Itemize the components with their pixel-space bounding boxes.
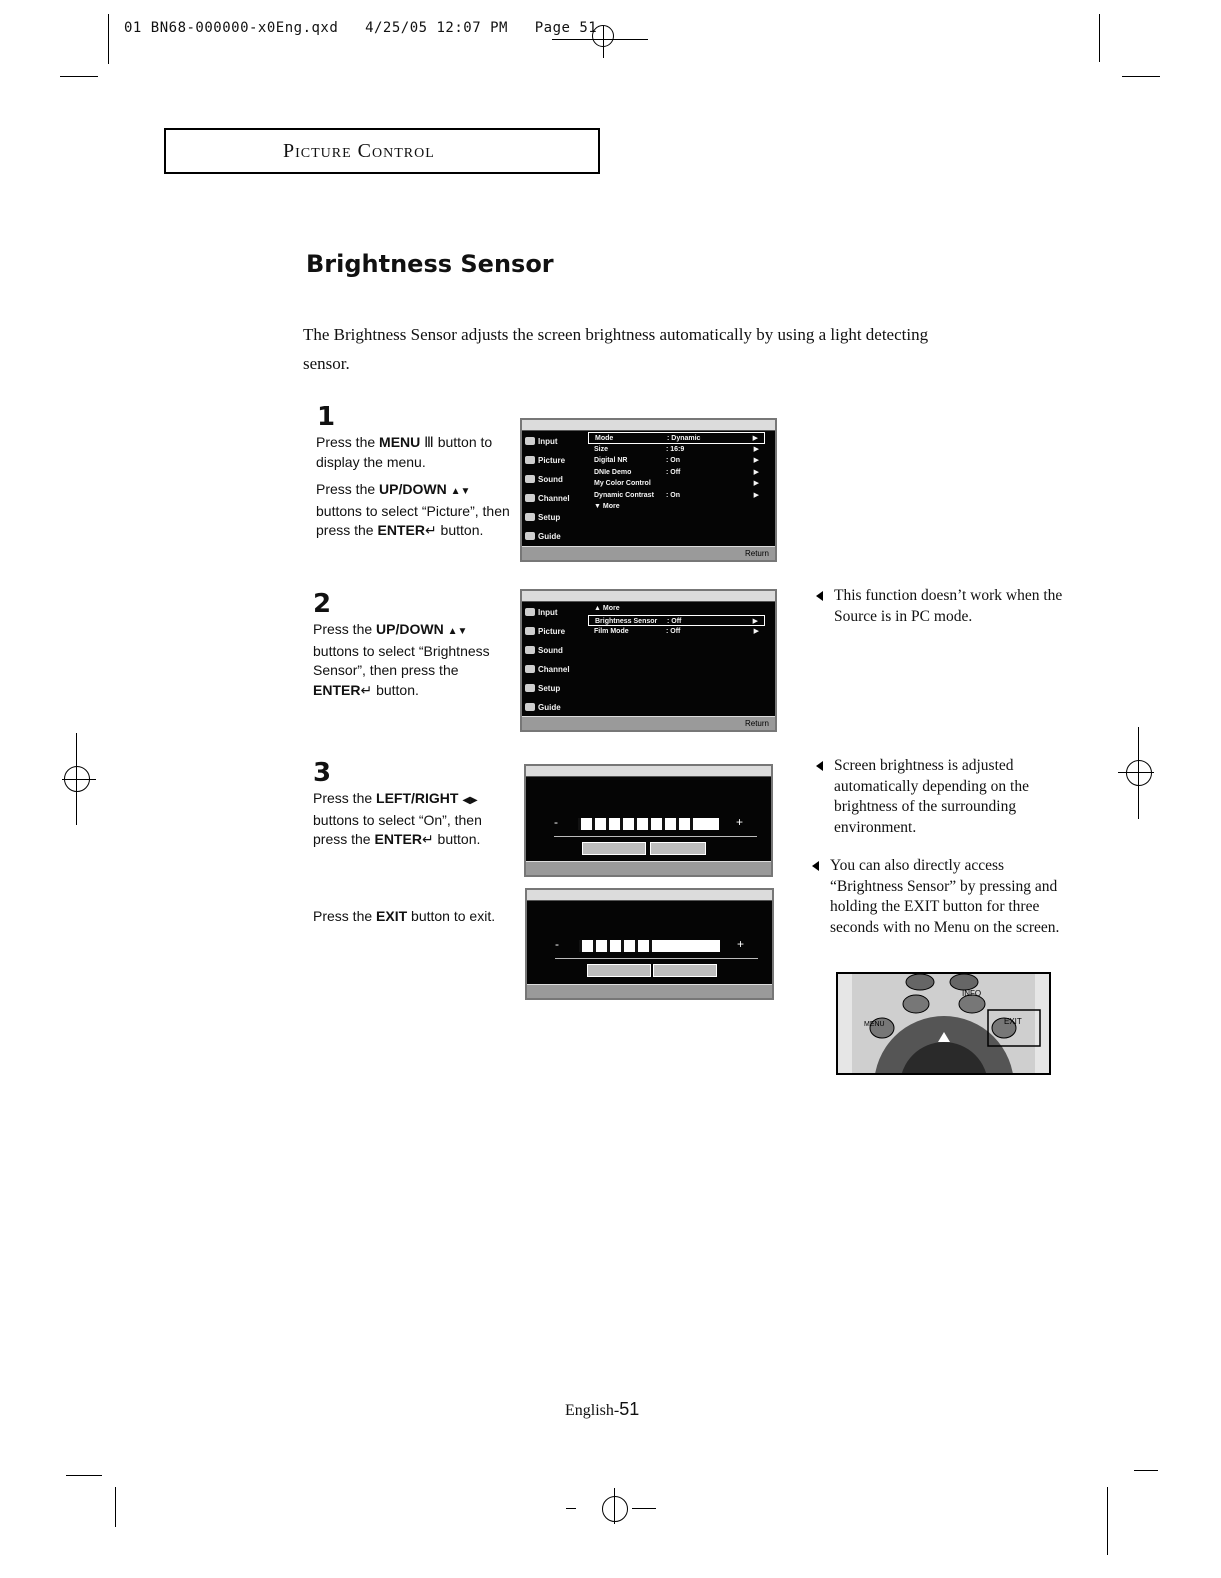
page-number: English-51 xyxy=(565,1399,640,1419)
osd-row: Size : 16:9 ▶ xyxy=(594,445,759,453)
exit-instruction: Press the EXIT button to exit. xyxy=(313,908,496,924)
osd-side-item: Sound xyxy=(522,470,582,489)
osd-row: Film Mode : Off ▶ xyxy=(594,628,759,635)
osd-side-item: Input xyxy=(522,603,582,622)
osd-help-bar: Return xyxy=(522,546,775,560)
bar-fill xyxy=(579,940,661,952)
plus-sign: + xyxy=(735,815,743,829)
osd-side-item: Guide xyxy=(522,698,582,717)
crop-mark xyxy=(115,1487,116,1527)
menu-button-icon: Ⅲ xyxy=(424,434,434,450)
osd-side-item: Input xyxy=(522,432,582,451)
note-direct-access: You can also directly access “Brightness Sensor” by pressing and holding the EXIT button for three seconds with no Menu on the screen. xyxy=(812,856,1076,938)
osd-brightness-bar-on xyxy=(524,764,773,877)
osd-title-bar xyxy=(522,420,775,431)
osd-picture-menu xyxy=(520,418,777,562)
step-number: 3 xyxy=(313,758,332,788)
osd-side-item: Picture xyxy=(522,622,582,641)
crop-mark xyxy=(566,1508,576,1509)
plus-sign: + xyxy=(736,937,744,951)
enter-icon: ↵ xyxy=(360,681,373,698)
crop-mark xyxy=(1107,1487,1108,1555)
osd-title-bar xyxy=(527,890,772,901)
registration-circle xyxy=(1126,760,1152,786)
osd-help-bar xyxy=(527,984,772,998)
osd-side-item: Channel xyxy=(522,489,582,508)
bar-track xyxy=(578,818,719,830)
bar-divider xyxy=(555,958,758,959)
crop-mark xyxy=(632,1508,656,1509)
crop-mark xyxy=(60,76,98,77)
osd-title-bar xyxy=(526,766,771,777)
print-slug: 01 BN68-000000-x0Eng.qxd 4/25/05 12:07 PM Page 51 xyxy=(124,20,598,36)
enter-icon: ↵ xyxy=(421,831,434,847)
osd-row: ▲ More xyxy=(594,605,620,612)
osd-side-item: Picture xyxy=(522,451,582,470)
bar-fill xyxy=(578,818,701,830)
osd-help-bar: Return xyxy=(522,716,775,730)
step-2-text: Press the UP/DOWN ▲▼ buttons to select “Brightness Sensor”, then press the ENTER↵ button. xyxy=(313,621,490,698)
registration-circle xyxy=(592,25,614,47)
osd-option-pill xyxy=(653,964,717,977)
intro-paragraph: The Brightness Sensor adjusts the screen brightness automatically by using a light detecting sensor. xyxy=(303,325,929,373)
registration-circle xyxy=(64,766,90,792)
osd-row: DNIe Demo : Off ▶ xyxy=(594,468,759,476)
remote-illustration-svg xyxy=(838,974,1049,1073)
osd-row: ▼ More xyxy=(594,503,620,510)
step-number: 1 xyxy=(317,402,336,432)
osd-row: Dynamic Contrast : On ▶ xyxy=(594,491,759,499)
osd-option-pill xyxy=(587,964,651,977)
up-down-arrow-icon: ▲▼ xyxy=(450,486,471,497)
osd-row: Brightness Sensor : Off ▶ xyxy=(588,615,765,627)
crop-mark xyxy=(108,14,109,64)
osd-help-bar xyxy=(526,861,771,875)
osd-side-menu xyxy=(522,603,582,717)
osd-side-item: Setup xyxy=(522,508,582,527)
note-auto-adjust: Screen brightness is adjusted automatically depending on the brightness of the surrounding environment. xyxy=(816,756,1080,838)
osd-row: Mode : Dynamic ▶ xyxy=(588,432,765,444)
page-heading: Brightness Sensor xyxy=(306,250,554,278)
step-1-text: Press the MENU Ⅲ button to display the menu. Press the UP/DOWN ▲▼ buttons to select “Picture”, then press the ENTER↵ button. xyxy=(316,434,510,538)
osd-side-item: Setup xyxy=(522,679,582,698)
section-title: Picture Control xyxy=(283,140,435,162)
crop-mark xyxy=(66,1475,102,1476)
up-down-arrow-icon: ▲▼ xyxy=(447,626,468,637)
note-arrow-icon xyxy=(816,761,823,771)
osd-menu-list xyxy=(588,603,765,638)
note-arrow-icon xyxy=(816,591,823,601)
osd-option-pill xyxy=(650,842,706,855)
osd-row: Digital NR : On ▶ xyxy=(594,457,759,464)
note-pc-mode: This function doesn’t work when the Source is in PC mode. xyxy=(816,586,1080,627)
osd-row: My Color Control ▶ xyxy=(594,480,759,487)
osd-option-pill xyxy=(582,842,646,855)
osd-side-menu xyxy=(522,432,582,546)
crop-mark xyxy=(1134,1470,1158,1471)
osd-menu-list xyxy=(588,432,765,513)
osd-side-item: Sound xyxy=(522,641,582,660)
info-label: INFO xyxy=(962,989,982,998)
left-right-arrow-icon: ◀▶ xyxy=(462,795,478,806)
minus-sign: - xyxy=(554,815,558,829)
osd-brightness-bar-off xyxy=(525,888,774,1000)
bar-divider xyxy=(554,836,757,837)
osd-side-item: Guide xyxy=(522,527,582,546)
step-3-text: Press the LEFT/RIGHT ◀▶ buttons to select “On”, then press the ENTER↵ button. xyxy=(313,790,482,847)
remote-control-illustration xyxy=(836,972,1051,1075)
crop-mark xyxy=(1099,14,1100,62)
osd-title-bar xyxy=(522,591,775,602)
step-number: 2 xyxy=(313,589,332,619)
exit-label: EXIT xyxy=(1004,1017,1022,1026)
note-arrow-icon xyxy=(812,861,819,871)
bar-track xyxy=(579,940,720,952)
minus-sign: - xyxy=(555,937,559,951)
menu-label: MENU xyxy=(864,1021,885,1028)
enter-icon: ↵ xyxy=(424,522,437,538)
crop-mark xyxy=(1122,76,1160,77)
osd-brightness-sensor-menu xyxy=(520,589,777,732)
osd-side-item: Channel xyxy=(522,660,582,679)
registration-circle xyxy=(602,1496,628,1522)
